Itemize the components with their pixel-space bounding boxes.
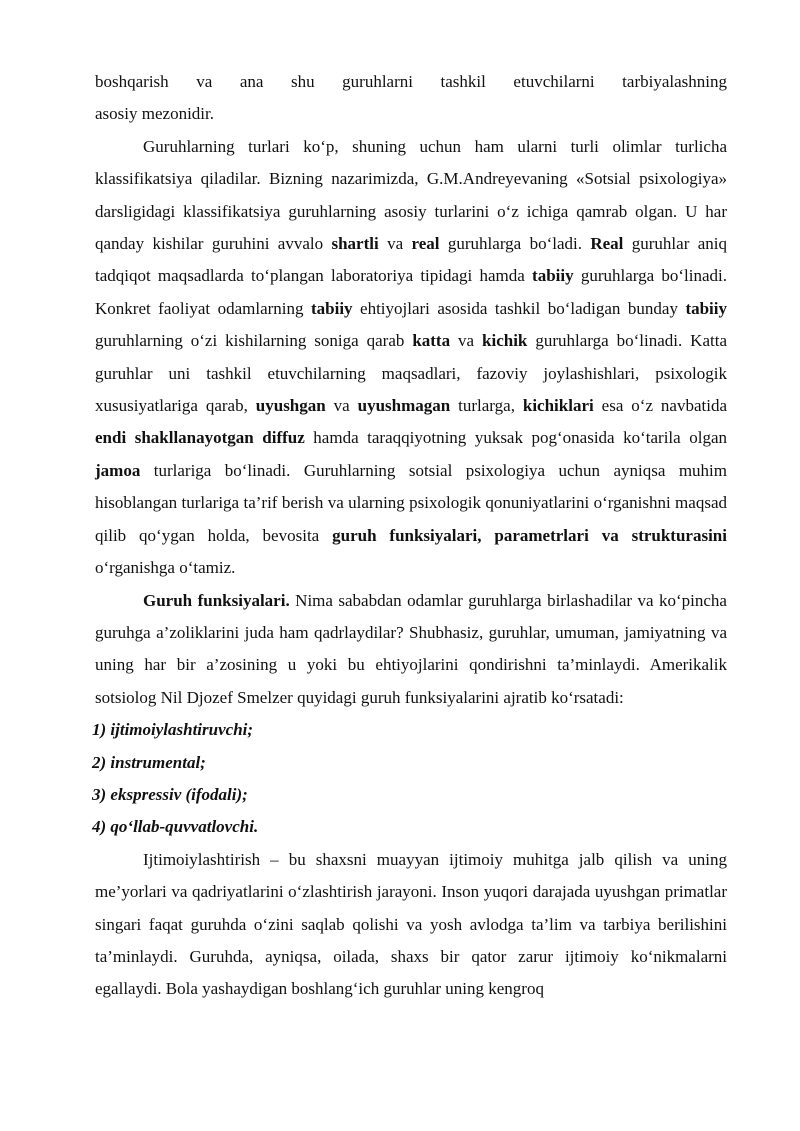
bold-term: Real bbox=[590, 234, 624, 254]
bold-term: kichiklari bbox=[522, 396, 594, 416]
paragraph-continuation bbox=[95, 66, 727, 98]
text-run: va bbox=[450, 331, 483, 351]
bold-term: tabiiy bbox=[685, 298, 727, 318]
paragraph-socialization bbox=[95, 844, 727, 1006]
text-run: boshqarish va ana shu guruhlarni tashkil etuvchilarni tarbiyalashning bbox=[95, 72, 727, 91]
bold-term: real bbox=[411, 234, 440, 254]
text-run: guruhlarga bo‘ladi. bbox=[439, 234, 591, 254]
text-run: guruhlar aniq tadqiqot maqsadlarda to‘plangan laboratoriya tipidagi hamda bbox=[95, 234, 728, 286]
text-run: guruhlarga bo‘linadi. Konkret faoliyat odamlarning bbox=[95, 266, 727, 318]
text-run: va bbox=[378, 234, 412, 254]
text-run: turlariga bo‘linadi. Guruhlarning sotsial psixologiya uchun ayniqsa muhim hisoblangan turlariga ta’rif berish va ularning psixologik qonuniyatlarini o‘rganishni maqsad qilib qo‘ygan holda, bevosita bbox=[95, 460, 727, 545]
bold-term: Guruh funksiyalari. bbox=[143, 590, 290, 610]
function-list-item-1: 1) ijtimoiylashtiruvchi; bbox=[92, 720, 254, 740]
text-run: asosiy mezonidir. bbox=[95, 104, 214, 124]
paragraph-continuation-end bbox=[95, 98, 727, 130]
function-list-item-3: 3) ekspressiv (ifodali); bbox=[92, 784, 248, 804]
text-run: hamda taraqqiyotning yuksak pog‘onasida ko‘tarila olgan bbox=[304, 428, 727, 448]
text-run: esa o‘z navbatida bbox=[593, 396, 727, 416]
text-run: ehtiyojlari asosida tashkil bo‘ladigan bunday bbox=[352, 298, 686, 318]
text-run: o‘rganishga o‘tamiz. bbox=[95, 558, 236, 578]
text-run: turlarga, bbox=[450, 396, 523, 416]
bold-term: tabiiy bbox=[311, 298, 353, 318]
text-run: guruhlarga bo‘linadi. Katta guruhlar uni tashkil etuvchilarning maqsadlari, fazoviy joylashishlari, psixologik xususiyatlariga qarab, bbox=[95, 331, 727, 416]
bold-term: uyushmagan bbox=[357, 396, 451, 416]
bold-term: kichik bbox=[482, 331, 528, 351]
text-run: Guruhlarning turlari ko‘p, shuning uchun ham ularni turli olimlar turlicha klassifikatsiya qiladilar. Bizning nazarimizda, G.M.Andreyevaning «Sotsial psixologiya» darsligidagi klassifikatsiya guruhlarning asosiy turlarini o‘z ichiga qamrab olgan. U har qanday kishilar guruhini avvalo bbox=[95, 136, 727, 254]
text-run: va bbox=[325, 396, 358, 416]
text-run: Ijtimoiylashtirish – bu shaxsni muayyan ijtimoiy muhitga jalb qilish va uning me’yorlari va qadriyatlarini o‘zlashtirish jarayoni. Inson yuqori darajada uyushgan primatlar singari faqat guruhda o‘zini saqlab qolishi va yosh avlodga ta’lim va tarbiya berilishini ta’minlaydi. Guruhda, ayniqsa, oilada, shaxs bir qator zarur ijtimoiy ko‘nikmalarni egallaydi. Bola yashaydigan boshlang‘ich guruhlar uning kengroq bbox=[95, 849, 727, 999]
page-body bbox=[92, 66, 728, 1006]
bold-term: katta bbox=[412, 331, 451, 351]
function-list-item-2: 2) instrumental; bbox=[92, 752, 206, 772]
bold-term: shartli bbox=[331, 234, 379, 254]
bold-term: uyushgan bbox=[255, 396, 326, 416]
function-list-item-4: 4) qo‘llab-quvvatlovchi. bbox=[92, 817, 259, 837]
text-run: Nima sababdan odamlar guruhlarga birlashadilar va ko‘pincha guruhga a’zoliklarini juda ham qadrlaydilar? Shubhasiz, guruhlar, umuman, jamiyatning va uning har bir a’zosining u yoki bu ehtiyojlarini qondirishni ta’minlaydi. Amerikalik sotsiolog Nil Djozef Smelzer quyidagi guruh funksiyalarini ajratib ko‘rsatadi: bbox=[95, 590, 727, 707]
bold-term: guruh funksiyalari, parametrlari va strukturasini bbox=[332, 525, 727, 545]
bold-term: endi shakllanayotgan diffuz bbox=[95, 428, 305, 448]
bold-term: tabiiy bbox=[532, 266, 574, 286]
paragraph-group-functions bbox=[95, 585, 727, 715]
text-run: guruhlarning o‘zi kishilarning soniga qarab bbox=[95, 331, 413, 351]
paragraph-group-types bbox=[95, 131, 727, 585]
bold-term: jamoa bbox=[95, 460, 141, 480]
